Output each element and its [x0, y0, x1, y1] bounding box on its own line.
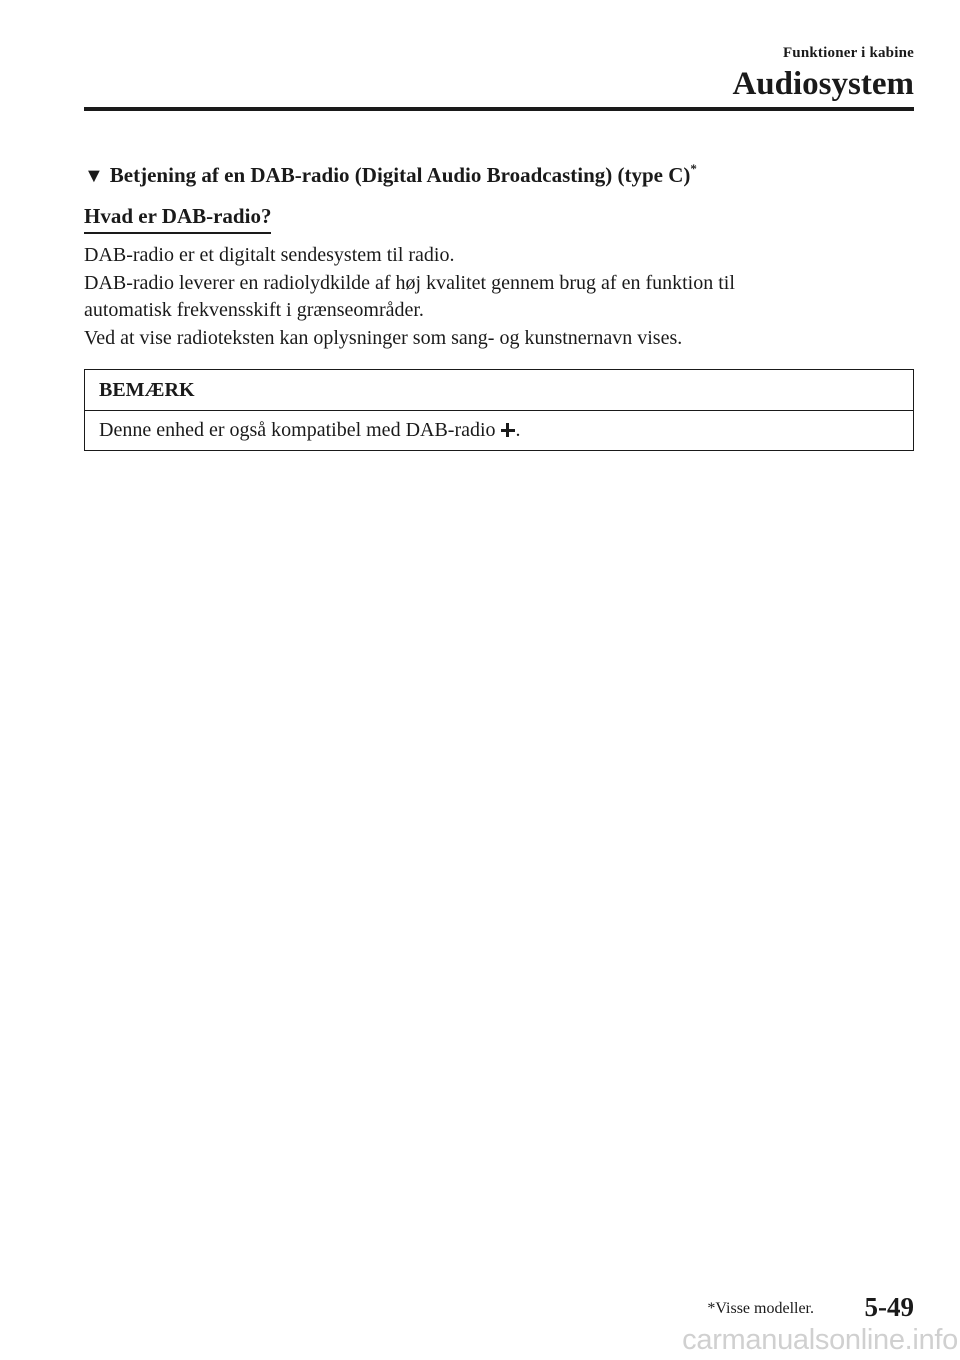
chapter-label: Funktioner i kabine	[782, 45, 914, 61]
footnote-mark: *	[690, 161, 697, 176]
header-divider	[84, 107, 914, 111]
body-paragraph	[84, 242, 914, 352]
body-line: DAB-radio er et digitalt sendesystem til radio.	[84, 244, 455, 266]
note-box	[84, 369, 914, 451]
body-line: DAB-radio leverer en radiolydkilde af høj kvalitet gennem brug af en funktion til	[84, 271, 735, 294]
section-heading-text: Betjening af en DAB-radio (Digital Audio Broadcasting) (type C)	[109, 163, 691, 187]
body-line: Ved at vise radioteksten kan oplysninger som sang- og kunstnernavn vises.	[84, 326, 683, 349]
watermark: carmanualsonline.info	[682, 1324, 958, 1356]
page-header	[732, 44, 914, 104]
section-heading	[84, 160, 697, 191]
triangle-marker-icon: ▼	[84, 165, 104, 187]
body-line: automatisk frekvensskift i grænseområder.	[84, 299, 424, 321]
note-body	[85, 411, 913, 450]
footnote: *Visse modeller.	[707, 1300, 814, 1317]
plus-icon	[501, 423, 515, 437]
page-number: 5-49	[864, 1292, 914, 1322]
note-title: BEMÆRK	[85, 370, 913, 411]
section-title: Audiosystem	[732, 66, 914, 102]
note-text: Denne enhed er også kompatibel med DAB-radio	[99, 419, 496, 441]
subheading: Hvad er DAB-radio?	[84, 202, 271, 234]
note-text-end: .	[515, 419, 521, 441]
